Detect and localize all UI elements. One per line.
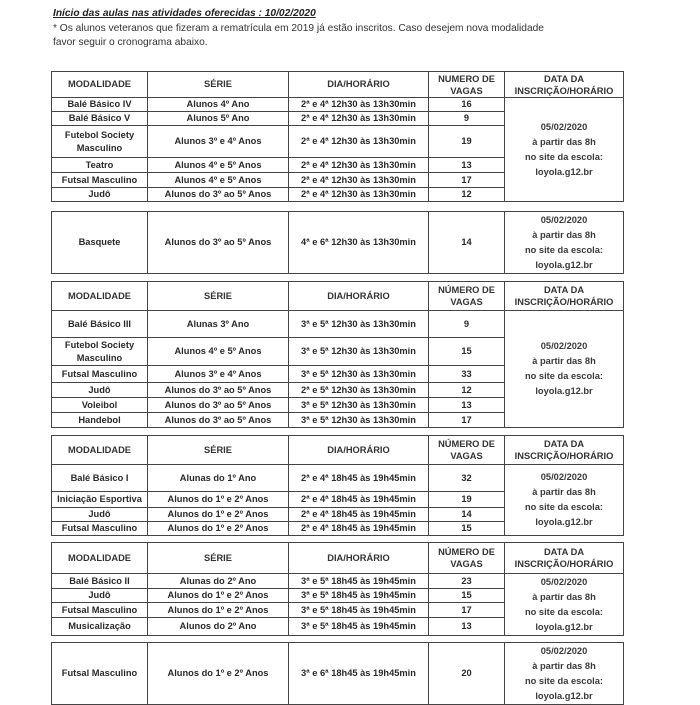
cell-modalidade: Iniciação Esportiva — [52, 492, 148, 508]
inscricao-info-line: 05/02/2020 — [540, 472, 588, 482]
header-dia-horario: DIA/HORÁRIO — [289, 543, 429, 574]
header-serie: SÉRIE — [148, 436, 289, 465]
inscricao-info-line: no site da escola: — [524, 371, 604, 381]
cell-horario: 2ª e 4ª 18h45 às 19h45min — [289, 508, 429, 522]
cell-inscricao-info — [505, 98, 624, 202]
cell-modalidade: Futebol Society Masculino — [52, 338, 148, 366]
header-vagas-line: VAGAS — [450, 451, 483, 461]
cell-vagas: 23 — [429, 574, 505, 589]
inscricao-info-line: 05/02/2020 — [540, 214, 588, 225]
header-vagas-line: NÚMERO DE — [438, 285, 495, 295]
header-vagas-line: VAGAS — [450, 297, 483, 307]
cell-modalidade: Futsal Masculino — [52, 366, 148, 383]
schedule-table — [51, 211, 624, 274]
cell-vagas: 17 — [429, 603, 505, 618]
cell-modalidade: Basquete — [52, 212, 148, 274]
header-modalidade: MODALIDADE — [52, 72, 148, 98]
inscricao-info-line: loyola.g12.br — [535, 259, 593, 270]
cell-horario: 2ª e 4ª 18h45 às 19h45min — [289, 492, 429, 508]
cell-inscricao-info — [505, 311, 624, 428]
cell-modalidade: Handebol — [52, 413, 148, 428]
cell-vagas: 9 — [429, 112, 505, 126]
cell-horario: 4ª e 6ª 12h30 às 13h30min — [289, 212, 429, 274]
inscricao-info-line: loyola.g12.br — [535, 690, 593, 701]
inscricao-info-line: à partir das 8h — [532, 229, 596, 240]
cell-vagas: 17 — [429, 173, 505, 188]
cell-vagas: 33 — [429, 366, 505, 383]
inscricao-info-line: à partir das 8h — [532, 136, 596, 147]
cell-serie: Alunos do 2º Ano — [148, 618, 289, 636]
table-row — [52, 574, 624, 589]
header-modalidade: MODALIDADE — [52, 436, 148, 465]
cell-horario: 2ª e 4ª 18h45 às 19h45min — [289, 522, 429, 536]
cell-serie: Alunos do 1º e 2º Anos — [148, 643, 289, 705]
intro-section — [53, 7, 613, 51]
cell-vagas: 15 — [429, 522, 505, 536]
inscricao-info-line: à partir das 8h — [532, 356, 596, 366]
inscricao-info-line: loyola.g12.br — [535, 621, 593, 632]
cell-vagas: 20 — [429, 643, 505, 705]
header-serie: SÉRIE — [148, 282, 289, 311]
header-vagas — [429, 72, 505, 98]
cell-vagas: 13 — [429, 398, 505, 413]
cell-vagas: 32 — [429, 465, 505, 492]
intro-note-line1: * Os alunos veteranos que fizeram a rematrícula em 2019 já estão inscritos. Caso desejem nova modalidade — [53, 22, 544, 34]
table-row — [52, 465, 624, 492]
cell-modalidade: Balé Básico V — [52, 112, 148, 126]
cell-modalidade: Futsal Masculino — [52, 522, 148, 536]
header-vagas-line: VAGAS — [450, 559, 483, 569]
header-vagas — [429, 436, 505, 465]
inscricao-info-line: 05/02/2020 — [540, 576, 588, 587]
schedule-table — [51, 71, 624, 202]
cell-serie: Alunos 3º e 4º Anos — [148, 126, 289, 158]
cell-horario: 3ª e 5ª 18h45 às 19h45min — [289, 618, 429, 636]
header-vagas-line: NÚMERO DE — [438, 547, 495, 557]
cell-serie: Alunas do 1º Ano — [148, 465, 289, 492]
cell-vagas: 15 — [429, 338, 505, 366]
header-inscricao-line: INSCRIÇÃO/HORÁRIO — [514, 85, 614, 96]
cell-vagas: 9 — [429, 311, 505, 338]
cell-serie: Alunos 4º e 5º Anos — [148, 158, 289, 173]
cell-horario: 3ª e 5ª 12h30 às 13h30min — [289, 338, 429, 366]
table-row — [52, 212, 624, 274]
cell-serie: Alunos do 3º ao 5º Anos — [148, 413, 289, 428]
header-inscricao-line: DATA DA — [543, 439, 585, 449]
cell-serie: Alunos do 3º ao 5º Anos — [148, 383, 289, 398]
header-inscricao-line: DATA DA — [543, 547, 585, 557]
cell-inscricao-info — [505, 574, 624, 636]
inscricao-info-line: no site da escola: — [524, 151, 604, 162]
header-inscricao-line: INSCRIÇÃO/HORÁRIO — [514, 559, 614, 569]
header-inscricao-line: INSCRIÇÃO/HORÁRIO — [514, 297, 614, 307]
header-modalidade: MODALIDADE — [52, 282, 148, 311]
cell-vagas: 12 — [429, 188, 505, 202]
header-row — [52, 282, 624, 311]
cell-modalidade: Futebol Society Masculino — [52, 126, 148, 158]
cell-serie: Alunos 4º e 5º Anos — [148, 173, 289, 188]
cell-modalidade: Balé Básico I — [52, 465, 148, 492]
header-serie: SÉRIE — [148, 72, 289, 98]
cell-horario: 2ª e 5ª 12h30 às 13h30min — [289, 383, 429, 398]
cell-inscricao-info — [505, 643, 624, 705]
inscricao-info-line: no site da escola: — [524, 244, 604, 255]
header-inscricao — [505, 282, 624, 311]
inscricao-info-line: 05/02/2020 — [540, 645, 588, 656]
cell-horario: 3ª e 5ª 12h30 às 13h30min — [289, 398, 429, 413]
cell-inscricao-info — [505, 465, 624, 536]
cell-modalidade: Judô — [52, 383, 148, 398]
inscricao-info-line: no site da escola: — [524, 606, 604, 617]
inscricao-info-line: no site da escola: — [524, 675, 604, 686]
cell-serie: Alunos do 1º e 2º Anos — [148, 603, 289, 618]
inscricao-info-line: loyola.g12.br — [535, 386, 593, 396]
schedule-table — [51, 435, 624, 536]
cell-serie: Alunos 5º Ano — [148, 112, 289, 126]
schedule-table — [51, 542, 624, 636]
cell-serie: Alunos do 3º ao 5º Anos — [148, 188, 289, 202]
cell-vagas: 13 — [429, 158, 505, 173]
cell-vagas: 16 — [429, 98, 505, 112]
cell-horario: 3ª e 5ª 18h45 às 19h45min — [289, 574, 429, 589]
header-vagas — [429, 543, 505, 574]
cell-serie: Alunos do 1º e 2º Anos — [148, 589, 289, 603]
cell-vagas: 12 — [429, 383, 505, 398]
table-row — [52, 311, 624, 338]
cell-modalidade: Judô — [52, 508, 148, 522]
inscricao-info-line: à partir das 8h — [532, 591, 596, 602]
cell-serie: Alunas do 2º Ano — [148, 574, 289, 589]
header-vagas-line: NÚMERO DE — [438, 439, 495, 449]
cell-modalidade: Futsal Masculino — [52, 173, 148, 188]
header-vagas-line: NUMERO DE — [438, 73, 495, 84]
cell-modalidade: Musicalização — [52, 618, 148, 636]
header-dia-horario: DIA/HORÁRIO — [289, 282, 429, 311]
header-row — [52, 436, 624, 465]
inscricao-info-line: 05/02/2020 — [540, 341, 588, 351]
cell-inscricao-info — [505, 212, 624, 274]
schedule-table — [51, 642, 624, 705]
header-vagas-line: VAGAS — [450, 85, 483, 96]
cell-vagas: 19 — [429, 492, 505, 508]
cell-horario: 3ª e 5ª 18h45 às 19h45min — [289, 589, 429, 603]
cell-vagas: 14 — [429, 508, 505, 522]
schedule-table — [51, 281, 624, 428]
cell-vagas: 13 — [429, 618, 505, 636]
table-row — [52, 643, 624, 705]
cell-modalidade: Balé Básico II — [52, 574, 148, 589]
cell-modalidade: Judô — [52, 188, 148, 202]
inscricao-info-line: à partir das 8h — [532, 487, 596, 497]
intro-note-line2: favor seguir o cronograma abaixo. — [53, 37, 208, 48]
cell-modalidade: Judô — [52, 589, 148, 603]
cell-serie: Alunos 3º e 4º Anos — [148, 366, 289, 383]
cell-serie: Alunas 3º Ano — [148, 311, 289, 338]
cell-modalidade: Balé Básico III — [52, 311, 148, 338]
cell-serie: Alunos do 1º e 2º Anos — [148, 492, 289, 508]
inscricao-info-line: no site da escola: — [524, 502, 604, 512]
cell-vagas: 14 — [429, 212, 505, 274]
table-row — [52, 98, 624, 112]
inscricao-info-line: 05/02/2020 — [540, 121, 588, 132]
cell-vagas: 15 — [429, 589, 505, 603]
cell-serie: Alunos do 1º e 2º Anos — [148, 508, 289, 522]
cell-horario: 2ª e 4ª 12h30 às 13h30min — [289, 188, 429, 202]
cell-horario: 2ª e 4ª 12h30 às 13h30min — [289, 158, 429, 173]
header-row — [52, 72, 624, 98]
header-inscricao — [505, 436, 624, 465]
header-dia-horario: DIA/HORÁRIO — [289, 72, 429, 98]
cell-horario: 2ª e 4ª 12h30 às 13h30min — [289, 98, 429, 112]
start-date-title: Início das aulas nas atividades oferecidas : 10/02/2020 — [53, 8, 316, 19]
cell-horario: 2ª e 4ª 12h30 às 13h30min — [289, 173, 429, 188]
cell-horario: 3ª e 5ª 12h30 às 13h30min — [289, 413, 429, 428]
cell-vagas: 17 — [429, 413, 505, 428]
header-serie: SÉRIE — [148, 543, 289, 574]
cell-serie: Alunos 4º e 5º Anos — [148, 338, 289, 366]
cell-vagas: 19 — [429, 126, 505, 158]
cell-modalidade: Futsal Masculino — [52, 603, 148, 618]
header-inscricao — [505, 543, 624, 574]
header-modalidade: MODALIDADE — [52, 543, 148, 574]
header-vagas — [429, 282, 505, 311]
cell-horario: 3ª e 6ª 18h45 às 19h45min — [289, 643, 429, 705]
cell-horario: 3ª e 5ª 18h45 às 19h45min — [289, 603, 429, 618]
inscricao-info-line: à partir das 8h — [532, 660, 596, 671]
cell-horario: 2ª e 4ª 12h30 às 13h30min — [289, 112, 429, 126]
cell-modalidade: Futsal Masculino — [52, 643, 148, 705]
cell-serie: Alunos 4º Ano — [148, 98, 289, 112]
cell-serie: Alunos do 3º ao 5º Anos — [148, 398, 289, 413]
inscricao-info-line: loyola.g12.br — [535, 517, 593, 527]
header-row — [52, 543, 624, 574]
cell-modalidade: Balé Básico IV — [52, 98, 148, 112]
inscricao-info-line: loyola.g12.br — [535, 166, 593, 177]
header-inscricao-line: INSCRIÇÃO/HORÁRIO — [514, 451, 614, 461]
cell-horario: 3ª e 5ª 12h30 às 13h30min — [289, 311, 429, 338]
header-inscricao — [505, 72, 624, 98]
cell-serie: Alunos do 1º e 2º Anos — [148, 522, 289, 536]
header-inscricao-line: DATA DA — [543, 285, 585, 295]
cell-modalidade: Voleibol — [52, 398, 148, 413]
cell-horario: 2ª e 4ª 18h45 às 19h45min — [289, 465, 429, 492]
cell-horario: 3ª e 5ª 12h30 às 13h30min — [289, 366, 429, 383]
cell-horario: 2ª e 4ª 12h30 às 13h30min — [289, 126, 429, 158]
cell-serie: Alunos do 3º ao 5º Anos — [148, 212, 289, 274]
header-dia-horario: DIA/HORÁRIO — [289, 436, 429, 465]
header-inscricao-line: DATA DA — [543, 73, 585, 84]
cell-modalidade: Teatro — [52, 158, 148, 173]
